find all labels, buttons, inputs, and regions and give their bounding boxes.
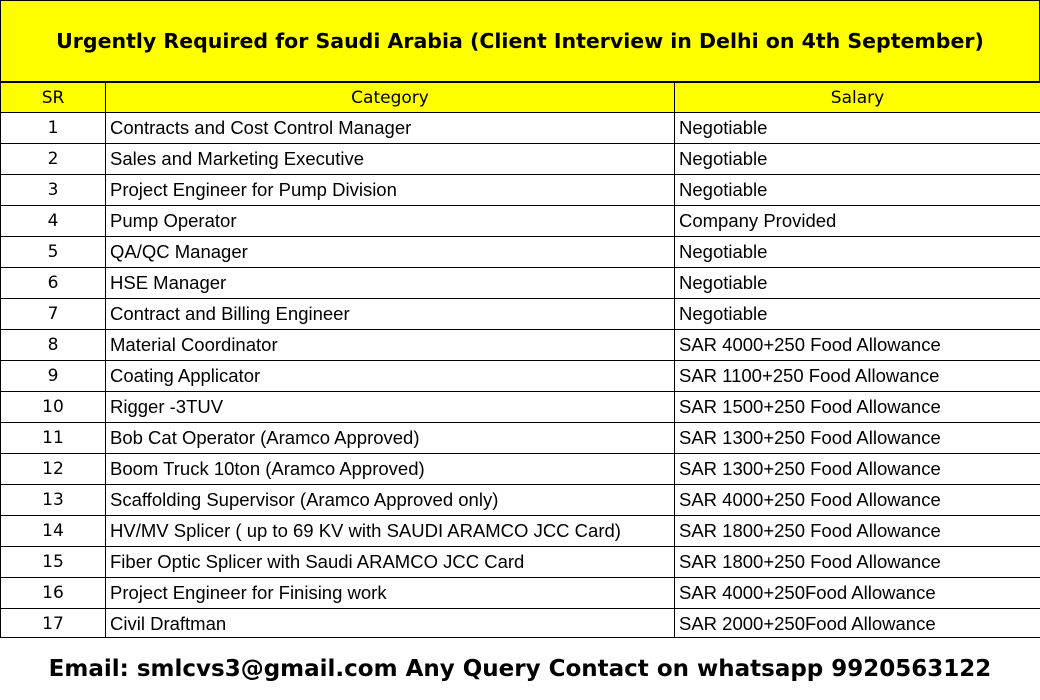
cell-sr: 11 xyxy=(1,423,106,454)
cell-category: Civil Draftman xyxy=(106,609,675,640)
cell-sr: 1 xyxy=(1,113,106,144)
table-row xyxy=(1,392,1040,423)
cell-sr: 10 xyxy=(1,392,106,423)
cell-salary: Company Provided xyxy=(675,206,1040,237)
cell-category: Rigger -3TUV xyxy=(106,392,675,423)
table-row xyxy=(1,516,1040,547)
table-row xyxy=(1,547,1040,578)
header-salary: Salary xyxy=(675,83,1040,113)
cell-salary: SAR 1300+250 Food Allowance xyxy=(675,423,1040,454)
cell-salary: SAR 1500+250 Food Allowance xyxy=(675,392,1040,423)
cell-salary: Negotiable xyxy=(675,144,1040,175)
cell-salary: SAR 1800+250 Food Allowance xyxy=(675,516,1040,547)
table-row xyxy=(1,609,1040,640)
table-row xyxy=(1,454,1040,485)
table-header-row xyxy=(1,83,1040,113)
cell-category: Coating Applicator xyxy=(106,361,675,392)
cell-salary: Negotiable xyxy=(675,299,1040,330)
table-row xyxy=(1,175,1040,206)
cell-category: QA/QC Manager xyxy=(106,237,675,268)
cell-category: Boom Truck 10ton (Aramco Approved) xyxy=(106,454,675,485)
cell-salary: SAR 2000+250Food Allowance xyxy=(675,609,1040,640)
cell-category: Scaffolding Supervisor (Aramco Approved only) xyxy=(106,485,675,516)
cell-sr: 13 xyxy=(1,485,106,516)
cell-sr: 12 xyxy=(1,454,106,485)
page-title: Urgently Required for Saudi Arabia (Client Interview in Delhi on 4th September) xyxy=(56,29,984,53)
cell-sr: 14 xyxy=(1,516,106,547)
table-row xyxy=(1,423,1040,454)
cell-salary: SAR 4000+250Food Allowance xyxy=(675,578,1040,609)
table-row xyxy=(1,144,1040,175)
contact-text: Email: smlcvs3@gmail.com Any Query Contact on whatsapp 9920563122 xyxy=(48,656,992,682)
cell-sr: 16 xyxy=(1,578,106,609)
cell-salary: Negotiable xyxy=(675,175,1040,206)
table-row xyxy=(1,113,1040,144)
cell-sr: 15 xyxy=(1,547,106,578)
cell-salary: Negotiable xyxy=(675,268,1040,299)
table-row xyxy=(1,485,1040,516)
table-row xyxy=(1,330,1040,361)
cell-salary: SAR 4000+250 Food Allowance xyxy=(675,485,1040,516)
header-category: Category xyxy=(106,83,675,113)
table-row xyxy=(1,237,1040,268)
cell-sr: 9 xyxy=(1,361,106,392)
cell-sr: 4 xyxy=(1,206,106,237)
cell-salary: SAR 1800+250 Food Allowance xyxy=(675,547,1040,578)
cell-category: HSE Manager xyxy=(106,268,675,299)
cell-category: Contracts and Cost Control Manager xyxy=(106,113,675,144)
cell-category: Project Engineer for Finising work xyxy=(106,578,675,609)
cell-salary: Negotiable xyxy=(675,113,1040,144)
cell-salary: SAR 1100+250 Food Allowance xyxy=(675,361,1040,392)
header-sr: SR xyxy=(1,83,106,113)
cell-sr: 3 xyxy=(1,175,106,206)
jobs-table xyxy=(0,82,1040,640)
contact-footer xyxy=(0,637,1040,700)
table-body xyxy=(1,113,1040,640)
cell-category: Material Coordinator xyxy=(106,330,675,361)
cell-sr: 7 xyxy=(1,299,106,330)
cell-category: Sales and Marketing Executive xyxy=(106,144,675,175)
table-row xyxy=(1,268,1040,299)
cell-sr: 17 xyxy=(1,609,106,640)
cell-category: Project Engineer for Pump Division xyxy=(106,175,675,206)
cell-category: Bob Cat Operator (Aramco Approved) xyxy=(106,423,675,454)
cell-sr: 5 xyxy=(1,237,106,268)
table-row xyxy=(1,206,1040,237)
table-row xyxy=(1,361,1040,392)
cell-salary: SAR 4000+250 Food Allowance xyxy=(675,330,1040,361)
cell-category: HV/MV Splicer ( up to 69 KV with SAUDI ARAMCO JCC Card) xyxy=(106,516,675,547)
cell-salary: SAR 1300+250 Food Allowance xyxy=(675,454,1040,485)
table-row xyxy=(1,578,1040,609)
cell-sr: 8 xyxy=(1,330,106,361)
cell-sr: 2 xyxy=(1,144,106,175)
cell-sr: 6 xyxy=(1,268,106,299)
title-banner xyxy=(0,0,1040,82)
cell-category: Contract and Billing Engineer xyxy=(106,299,675,330)
table-row xyxy=(1,299,1040,330)
cell-category: Fiber Optic Splicer with Saudi ARAMCO JCC Card xyxy=(106,547,675,578)
cell-salary: Negotiable xyxy=(675,237,1040,268)
cell-category: Pump Operator xyxy=(106,206,675,237)
